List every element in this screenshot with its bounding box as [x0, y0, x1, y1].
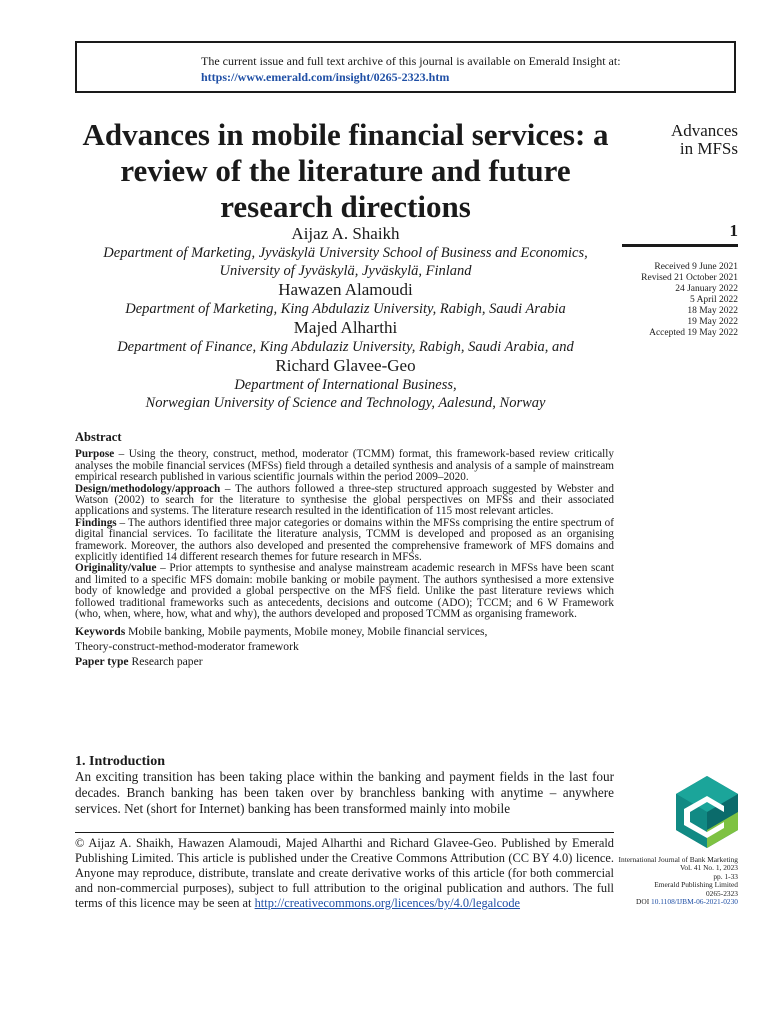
keywords	[75, 624, 614, 654]
journal-publisher: Emerald Publishing Limited	[654, 880, 738, 890]
section-text: – Prior attempts to synthesise and analyse mainstream academic research in MFSs have been scant and limited to a specific MFS domain: mobile banking or mobile payment. The authors synthesised a more extensive body of knowledge and provided a global perspective on the MFS field. Unlike the past literature reviews which followed traditional frameworks such as antecedents, decisions and outcome (ADO); TCCM; and 6 W Framework (who, when, where, how, what and why), the authors developed and proposed TCMM as organising framework.	[75, 562, 614, 621]
page-number: 1	[729, 221, 738, 240]
keywords-text-cont: Theory-construct-method-moderator framework	[75, 639, 299, 653]
article-title: Advances in mobile financial services: a review of the literature and future research directions	[82, 117, 609, 224]
doi-label: DOI	[636, 897, 650, 907]
intro-text: An exciting transition has been taking place within the banking and payment fields in the last four decades. Branch banking has been taken over by branchless banking with anytime – anywhere services. Net (short for Internet) banking has been transformed mainly into mobile	[75, 769, 614, 816]
running-head-line: Advances	[670, 121, 738, 140]
author-affiliation: Norwegian University of Science and Technology, Aalesund, Norway	[145, 395, 546, 411]
section-text: – The authors followed a three-step structured approach suggested by Webster and Watson (2002) to search for the literature to synthesise the global perspectives on MFSs and their associated applications and systems. The literature research resulted in the identification of 115 most relevant articles.	[75, 482, 614, 518]
journal-info	[612, 856, 738, 906]
section-text: – The authors identified three major categories or domains within the MFSs comprising the entire spectrum of digital financial services. To facilitate the literature analysis, TCMM is developed and proposed as an organising framework. Moreover, the authors also developed and presented the comprehensive framework of MFS domains and explicitly identified 14 different research themes for future research in MFSs.	[75, 516, 614, 564]
journal-volume: Vol. 41 No. 1, 2023	[680, 863, 738, 873]
author-affiliation: Department of International Business,	[234, 377, 457, 393]
paper-type-text: Research paper	[128, 654, 203, 668]
running-head-line: in MFSs	[679, 139, 738, 158]
author-list	[70, 224, 621, 412]
copyright-text: © Aijaz A. Shaikh, Hawazen Alamoudi, Majed Alharthi and Richard Glavee-Geo. Published by Emerald Publishing Limited. This article is published under the Creative Commons Attribution (CC BY 4.0) licence. Anyone may reproduce, distribute, translate and create derivative works of this article (for both commercial and non-commercial purposes), subject to full attribution to the original publication and authors. The full terms of this licence may be seen at	[75, 836, 614, 910]
date-line: Revised 21 October 2021	[641, 273, 738, 283]
author-name: Richard Glavee-Geo	[275, 356, 416, 375]
author-affiliation: University of Jyväskylä, Jyväskylä, Finland	[219, 263, 472, 279]
date-line: 24 January 2022	[675, 284, 738, 294]
abstract-purpose	[75, 449, 614, 483]
date-line: Accepted 19 May 2022	[649, 328, 738, 338]
article-history-dates	[600, 262, 738, 339]
section-label: Originality/value	[75, 562, 157, 575]
section-text: – Using the theory, construct, method, moderator (TCMM) format, this framework-based review critically analyses the mobile financial services (MFSs) field through a detailed synthesis and analysis of a sample of mainstream empirical research published in various scientific journals within the period 2009–2020.	[75, 448, 614, 484]
section-label: Purpose	[75, 448, 115, 461]
abstract	[75, 432, 614, 669]
abstract-design	[75, 484, 614, 518]
abstract-findings	[75, 518, 614, 564]
abstract-heading: Abstract	[75, 430, 122, 444]
date-line: 18 May 2022	[687, 306, 738, 316]
journal-doi	[612, 898, 738, 906]
footer-rule	[75, 832, 614, 833]
intro-heading: 1. Introduction	[75, 754, 165, 769]
author-affiliation: Department of Marketing, Jyväskylä University School of Business and Economics,	[103, 245, 588, 261]
paper-type	[75, 654, 614, 669]
journal-name: International Journal of Bank Marketing	[618, 855, 738, 864]
author-affiliation: Department of Marketing, King Abdulaziz University, Rabigh, Saudi Arabia	[125, 301, 566, 317]
banner-text-block	[201, 53, 621, 85]
author-name: Hawazen Alamoudi	[278, 280, 413, 299]
abstract-originality	[75, 563, 614, 620]
section-label: Findings	[75, 516, 117, 529]
journal-issn: 0265-2323	[705, 888, 738, 898]
paper-type-label: Paper type	[75, 654, 129, 668]
date-line: Received 9 June 2021	[654, 262, 738, 272]
date-line: 5 April 2022	[689, 295, 738, 305]
section-label: Design/methodology/approach	[75, 482, 221, 495]
licence-link[interactable]: http://creativecommons.org/licences/by/4.0/legalcode	[254, 896, 521, 910]
author-name: Majed Alharthi	[293, 318, 398, 337]
emerald-publishing-logo	[676, 776, 738, 848]
page-number-rule	[622, 244, 738, 247]
copyright-notice	[75, 836, 614, 911]
author-name: Aijaz A. Shaikh	[291, 224, 400, 243]
banner-text: The current issue and full text archive of this journal is available on Emerald Insight at:	[201, 54, 621, 68]
journal-pages: pp. 1-33	[713, 871, 738, 881]
running-head	[620, 122, 738, 158]
keywords-label: Keywords	[75, 624, 126, 638]
introduction-section	[75, 754, 614, 817]
author-affiliation: Department of Finance, King Abdulaziz University, Rabigh, Saudi Arabia, and	[117, 339, 574, 355]
keywords-text: Mobile banking, Mobile payments, Mobile money, Mobile financial services,	[125, 624, 488, 638]
date-line: 19 May 2022	[687, 317, 738, 327]
journal-url-link[interactable]: https://www.emerald.com/insight/0265-2323.htm	[201, 70, 450, 84]
doi-link[interactable]: 10.1108/IJBM-06-2021-0230	[651, 897, 738, 907]
journal-banner	[75, 41, 736, 93]
